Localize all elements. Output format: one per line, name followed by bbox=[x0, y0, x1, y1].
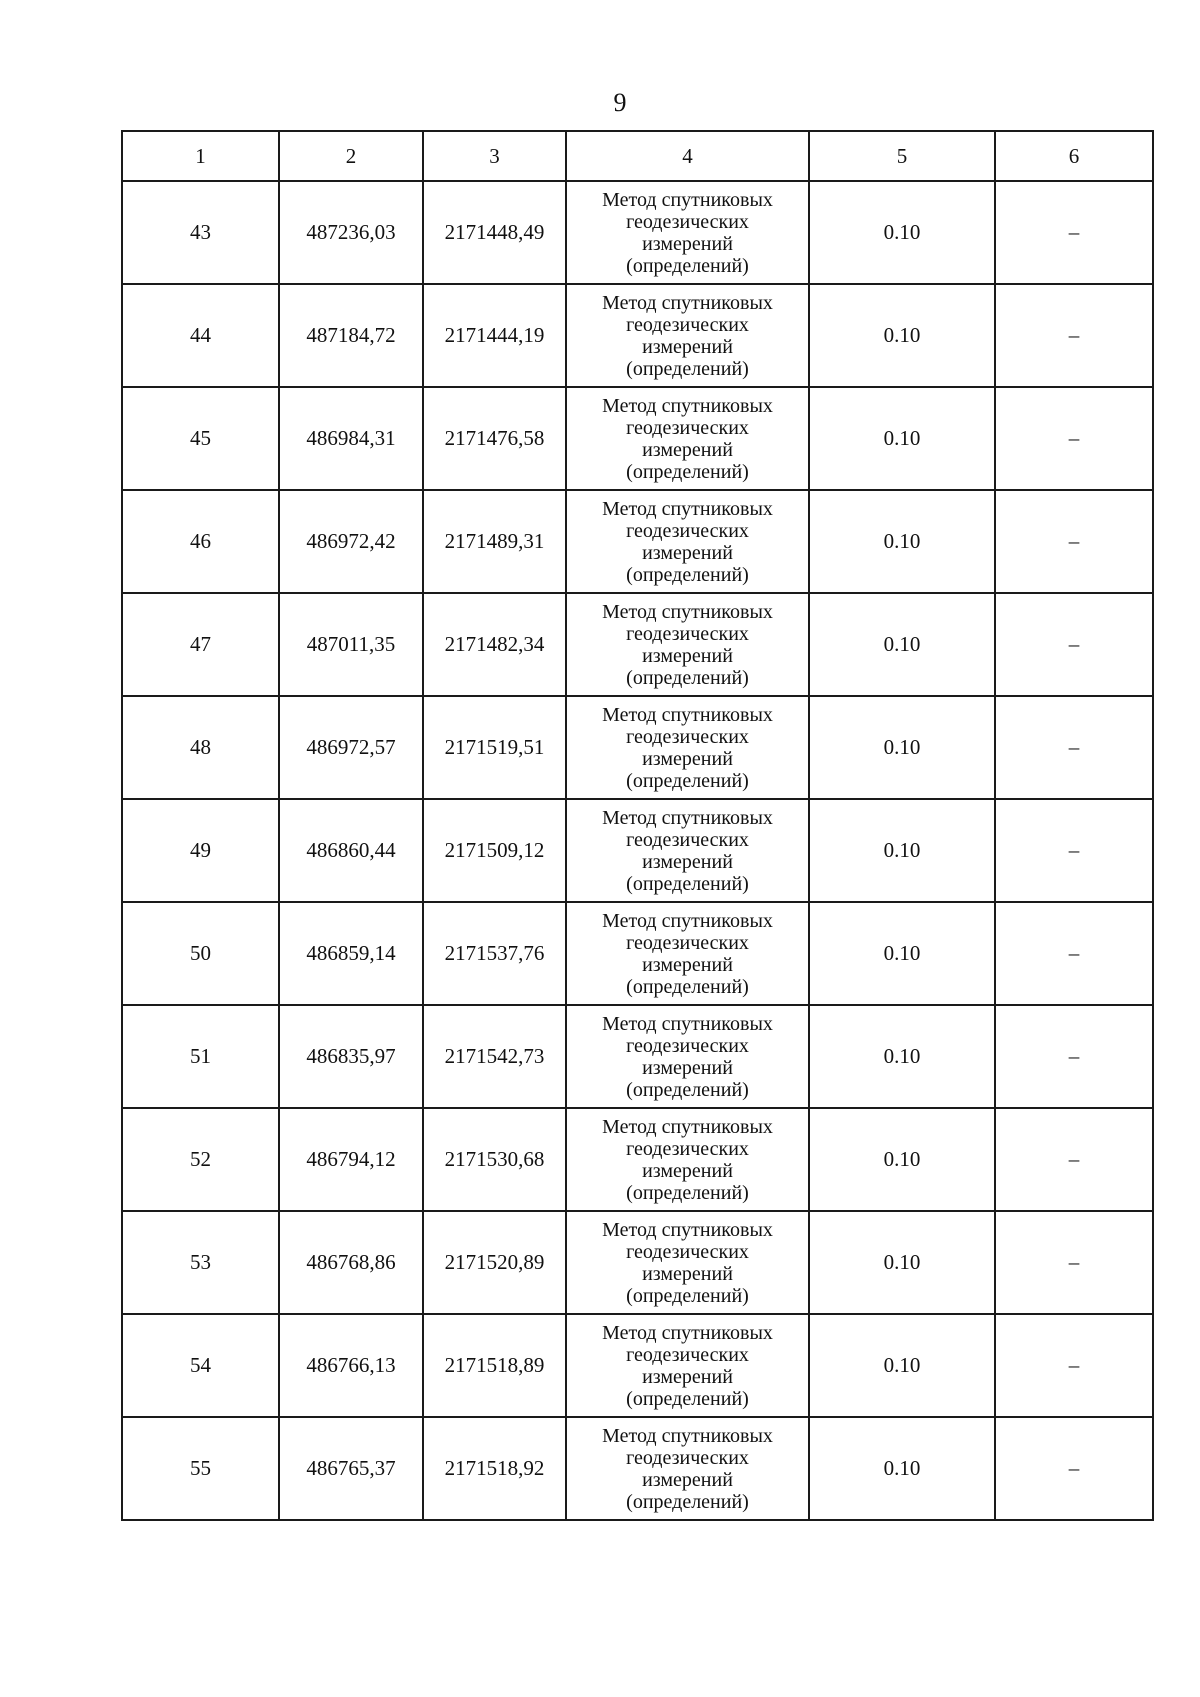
method-cell bbox=[566, 799, 809, 902]
table-row bbox=[122, 284, 1153, 387]
note-cell: – bbox=[995, 387, 1153, 490]
method-text-line: измерений bbox=[642, 644, 733, 667]
point-number-cell: 48 bbox=[122, 696, 279, 799]
method-text-line: измерений bbox=[642, 850, 733, 873]
method-cell bbox=[566, 1005, 809, 1108]
accuracy-cell: 0.10 bbox=[809, 181, 995, 284]
y-coordinate-cell: 2171448,49 bbox=[423, 181, 566, 284]
method-text-line: (определений) bbox=[626, 1490, 749, 1513]
x-coordinate-cell: 486835,97 bbox=[279, 1005, 423, 1108]
note-cell: – bbox=[995, 799, 1153, 902]
point-number-cell: 47 bbox=[122, 593, 279, 696]
accuracy-cell: 0.10 bbox=[809, 387, 995, 490]
method-text-line: Метод спутниковых bbox=[602, 497, 773, 520]
method-text-line: (определений) bbox=[626, 357, 749, 380]
method-text-line: Метод спутниковых bbox=[602, 1115, 773, 1138]
note-cell: – bbox=[995, 696, 1153, 799]
method-text-line: геодезических bbox=[626, 725, 749, 748]
page-number: 9 bbox=[613, 88, 627, 117]
y-coordinate-cell: 2171489,31 bbox=[423, 490, 566, 593]
method-cell bbox=[566, 490, 809, 593]
method-text-line: (определений) bbox=[626, 769, 749, 792]
point-number-cell: 54 bbox=[122, 1314, 279, 1417]
method-text-line: геодезических bbox=[626, 1137, 749, 1160]
method-cell bbox=[566, 902, 809, 1005]
method-text-line: геодезических bbox=[626, 931, 749, 954]
table-row bbox=[122, 1005, 1153, 1108]
table-row bbox=[122, 1211, 1153, 1314]
method-text-line: измерений bbox=[642, 541, 733, 564]
accuracy-cell: 0.10 bbox=[809, 1314, 995, 1417]
y-coordinate-cell: 2171509,12 bbox=[423, 799, 566, 902]
method-text-line: измерений bbox=[642, 1365, 733, 1388]
column-header-1: 1 bbox=[122, 131, 279, 181]
method-text-line: измерений bbox=[642, 438, 733, 461]
accuracy-cell: 0.10 bbox=[809, 1108, 995, 1211]
method-text-line: геодезических bbox=[626, 1446, 749, 1469]
accuracy-cell: 0.10 bbox=[809, 799, 995, 902]
table-row bbox=[122, 593, 1153, 696]
method-text-line: геодезических bbox=[626, 519, 749, 542]
column-header-3: 3 bbox=[423, 131, 566, 181]
table-header-row bbox=[122, 131, 1153, 181]
note-cell: – bbox=[995, 490, 1153, 593]
method-text-line: Метод спутниковых bbox=[602, 1424, 773, 1447]
point-number-cell: 43 bbox=[122, 181, 279, 284]
point-number-cell: 44 bbox=[122, 284, 279, 387]
method-text-line: измерений bbox=[642, 953, 733, 976]
method-text-line: Метод спутниковых bbox=[602, 909, 773, 932]
y-coordinate-cell: 2171476,58 bbox=[423, 387, 566, 490]
x-coordinate-cell: 486765,37 bbox=[279, 1417, 423, 1520]
method-text-line: измерений bbox=[642, 1262, 733, 1285]
method-text-line: Метод спутниковых bbox=[602, 188, 773, 211]
note-cell: – bbox=[995, 593, 1153, 696]
table-row bbox=[122, 696, 1153, 799]
method-text-line: Метод спутниковых bbox=[602, 600, 773, 623]
method-text-line: измерений bbox=[642, 1159, 733, 1182]
method-text-line: (определений) bbox=[626, 460, 749, 483]
y-coordinate-cell: 2171518,89 bbox=[423, 1314, 566, 1417]
table-row bbox=[122, 490, 1153, 593]
point-number-cell: 55 bbox=[122, 1417, 279, 1520]
table-row bbox=[122, 799, 1153, 902]
y-coordinate-cell: 2171519,51 bbox=[423, 696, 566, 799]
method-cell bbox=[566, 1211, 809, 1314]
method-cell bbox=[566, 181, 809, 284]
method-text-line: геодезических bbox=[626, 313, 749, 336]
table-row bbox=[122, 902, 1153, 1005]
table-row bbox=[122, 1417, 1153, 1520]
note-cell: – bbox=[995, 181, 1153, 284]
method-text-line: измерений bbox=[642, 747, 733, 770]
accuracy-cell: 0.10 bbox=[809, 284, 995, 387]
method-text-line: Метод спутниковых bbox=[602, 1218, 773, 1241]
method-text-line: (определений) bbox=[626, 1284, 749, 1307]
method-text-line: измерений bbox=[642, 1468, 733, 1491]
table-row bbox=[122, 1314, 1153, 1417]
note-cell: – bbox=[995, 1417, 1153, 1520]
method-cell bbox=[566, 387, 809, 490]
method-text-line: геодезических bbox=[626, 1343, 749, 1366]
method-text-line: Метод спутниковых bbox=[602, 1012, 773, 1035]
method-text-line: Метод спутниковых bbox=[602, 394, 773, 417]
table-row bbox=[122, 181, 1153, 284]
y-coordinate-cell: 2171537,76 bbox=[423, 902, 566, 1005]
column-header-5: 5 bbox=[809, 131, 995, 181]
x-coordinate-cell: 487011,35 bbox=[279, 593, 423, 696]
method-text-line: измерений bbox=[642, 1056, 733, 1079]
point-number-cell: 46 bbox=[122, 490, 279, 593]
note-cell: – bbox=[995, 1211, 1153, 1314]
method-text-line: геодезических bbox=[626, 622, 749, 645]
x-coordinate-cell: 487236,03 bbox=[279, 181, 423, 284]
method-cell bbox=[566, 696, 809, 799]
method-cell bbox=[566, 1108, 809, 1211]
method-text-line: измерений bbox=[642, 232, 733, 255]
table-body bbox=[122, 181, 1153, 1520]
note-cell: – bbox=[995, 1005, 1153, 1108]
method-text-line: (определений) bbox=[626, 1181, 749, 1204]
coordinates-table bbox=[121, 130, 1154, 1521]
point-number-cell: 51 bbox=[122, 1005, 279, 1108]
y-coordinate-cell: 2171542,73 bbox=[423, 1005, 566, 1108]
method-text-line: (определений) bbox=[626, 872, 749, 895]
method-cell bbox=[566, 284, 809, 387]
point-number-cell: 50 bbox=[122, 902, 279, 1005]
method-text-line: (определений) bbox=[626, 563, 749, 586]
method-text-line: геодезических bbox=[626, 828, 749, 851]
y-coordinate-cell: 2171520,89 bbox=[423, 1211, 566, 1314]
point-number-cell: 52 bbox=[122, 1108, 279, 1211]
method-text-line: Метод спутниковых bbox=[602, 291, 773, 314]
note-cell: – bbox=[995, 1314, 1153, 1417]
x-coordinate-cell: 487184,72 bbox=[279, 284, 423, 387]
table-row bbox=[122, 387, 1153, 490]
column-header-2: 2 bbox=[279, 131, 423, 181]
x-coordinate-cell: 486984,31 bbox=[279, 387, 423, 490]
x-coordinate-cell: 486972,57 bbox=[279, 696, 423, 799]
x-coordinate-cell: 486860,44 bbox=[279, 799, 423, 902]
method-text-line: измерений bbox=[642, 335, 733, 358]
table-row bbox=[122, 1108, 1153, 1211]
method-text-line: Метод спутниковых bbox=[602, 703, 773, 726]
method-cell bbox=[566, 1417, 809, 1520]
accuracy-cell: 0.10 bbox=[809, 1211, 995, 1314]
method-text-line: Метод спутниковых bbox=[602, 806, 773, 829]
method-cell bbox=[566, 593, 809, 696]
method-text-line: (определений) bbox=[626, 254, 749, 277]
accuracy-cell: 0.10 bbox=[809, 1417, 995, 1520]
method-text-line: Метод спутниковых bbox=[602, 1321, 773, 1344]
accuracy-cell: 0.10 bbox=[809, 696, 995, 799]
point-number-cell: 45 bbox=[122, 387, 279, 490]
x-coordinate-cell: 486766,13 bbox=[279, 1314, 423, 1417]
x-coordinate-cell: 486768,86 bbox=[279, 1211, 423, 1314]
column-header-4: 4 bbox=[566, 131, 809, 181]
accuracy-cell: 0.10 bbox=[809, 490, 995, 593]
accuracy-cell: 0.10 bbox=[809, 593, 995, 696]
method-text-line: геодезических bbox=[626, 416, 749, 439]
y-coordinate-cell: 2171482,34 bbox=[423, 593, 566, 696]
accuracy-cell: 0.10 bbox=[809, 902, 995, 1005]
y-coordinate-cell: 2171530,68 bbox=[423, 1108, 566, 1211]
method-cell bbox=[566, 1314, 809, 1417]
point-number-cell: 53 bbox=[122, 1211, 279, 1314]
method-text-line: (определений) bbox=[626, 1078, 749, 1101]
method-text-line: геодезических bbox=[626, 1034, 749, 1057]
y-coordinate-cell: 2171518,92 bbox=[423, 1417, 566, 1520]
note-cell: – bbox=[995, 902, 1153, 1005]
method-text-line: (определений) bbox=[626, 1387, 749, 1410]
method-text-line: геодезических bbox=[626, 1240, 749, 1263]
point-number-cell: 49 bbox=[122, 799, 279, 902]
x-coordinate-cell: 486794,12 bbox=[279, 1108, 423, 1211]
column-header-6: 6 bbox=[995, 131, 1153, 181]
x-coordinate-cell: 486859,14 bbox=[279, 902, 423, 1005]
method-text-line: геодезических bbox=[626, 210, 749, 233]
x-coordinate-cell: 486972,42 bbox=[279, 490, 423, 593]
note-cell: – bbox=[995, 284, 1153, 387]
y-coordinate-cell: 2171444,19 bbox=[423, 284, 566, 387]
method-text-line: (определений) bbox=[626, 975, 749, 998]
note-cell: – bbox=[995, 1108, 1153, 1211]
method-text-line: (определений) bbox=[626, 666, 749, 689]
accuracy-cell: 0.10 bbox=[809, 1005, 995, 1108]
